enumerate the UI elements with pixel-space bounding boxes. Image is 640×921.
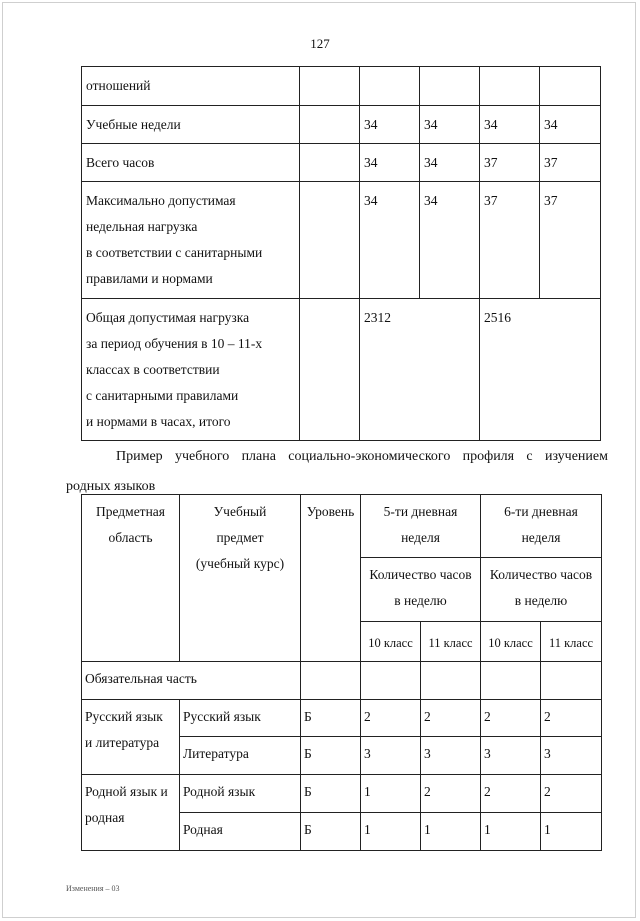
value-cell xyxy=(420,67,480,106)
empty-cell xyxy=(481,662,541,700)
value-cell: 3 xyxy=(541,737,602,775)
section-title: Обязательная часть xyxy=(82,662,301,700)
value-cell: 34 xyxy=(480,106,540,144)
page-number: 127 xyxy=(310,36,330,51)
value-cell: 2 xyxy=(541,700,602,737)
row-label: Всего часов xyxy=(82,144,300,182)
empty-cell xyxy=(300,106,360,144)
value-cell: 3 xyxy=(481,737,541,775)
value-cell: 2 xyxy=(541,775,602,813)
header-row xyxy=(82,495,602,558)
level-cell: Б xyxy=(301,737,361,775)
class-header: 11 класс xyxy=(421,622,481,662)
subject-area-cell: Русский язык и литература xyxy=(82,700,180,775)
row-label: Общая допустимая нагрузка за период обучения в 10 – 11-х классах в соответствии с санитарными правилами и нормами в часах, итого xyxy=(82,299,300,441)
value-cell: 2 xyxy=(481,775,541,813)
subject-cell: Русский язык xyxy=(180,700,301,737)
value-cell: 34 xyxy=(420,144,480,182)
subject-area-cell: Родной язык и родная xyxy=(82,775,180,851)
value-cell: 37 xyxy=(540,182,601,299)
value-cell: 2 xyxy=(421,700,481,737)
summary-table xyxy=(81,66,601,441)
class-header: 10 класс xyxy=(361,622,421,662)
row-label: Максимально допустимая недельная нагрузка в соответствии с санитарными правилами и нормами xyxy=(82,182,300,299)
value-cell: 34 xyxy=(360,144,420,182)
value-cell: 34 xyxy=(360,182,420,299)
footer-note: Изменения – 03 xyxy=(66,884,120,893)
value-cell: 2 xyxy=(361,700,421,737)
level-cell: Б xyxy=(301,700,361,737)
value-cell: 2 xyxy=(421,775,481,813)
value-cell: 2 xyxy=(481,700,541,737)
value-cell: 1 xyxy=(541,813,602,851)
week6-header: 6-ти дневная неделя xyxy=(481,495,602,558)
hours6-header: Количество часов в неделю xyxy=(481,558,602,622)
value-cell: 37 xyxy=(540,144,601,182)
value-cell: 37 xyxy=(480,144,540,182)
total-5day: 2312 xyxy=(360,299,480,441)
value-cell xyxy=(480,67,540,106)
subject-cell: Литература xyxy=(180,737,301,775)
subject-cell: Родная xyxy=(180,813,301,851)
table-row xyxy=(82,144,601,182)
table-row xyxy=(82,67,601,106)
value-cell: 34 xyxy=(420,106,480,144)
table-row xyxy=(82,700,602,737)
empty-cell xyxy=(541,662,602,700)
empty-cell xyxy=(301,662,361,700)
caption-line-1: Пример учебного плана социально-экономического профиля с изучением xyxy=(116,449,608,464)
subject-area-header: Предметная область xyxy=(82,495,180,662)
value-cell: 37 xyxy=(480,182,540,299)
empty-cell xyxy=(300,144,360,182)
subject-cell: Родной язык xyxy=(180,775,301,813)
total-6day: 2516 xyxy=(480,299,601,441)
value-cell xyxy=(360,67,420,106)
week5-header: 5-ти дневная неделя xyxy=(361,495,481,558)
empty-cell xyxy=(361,662,421,700)
table-row xyxy=(82,182,601,299)
caption-line-2: родных языков xyxy=(66,479,156,494)
row-label: Учебные недели xyxy=(82,106,300,144)
value-cell xyxy=(540,67,601,106)
class-header: 10 класс xyxy=(481,622,541,662)
value-cell: 1 xyxy=(481,813,541,851)
value-cell: 3 xyxy=(361,737,421,775)
plan-caption xyxy=(66,444,608,500)
subject-header: Учебный предмет (учебный курс) xyxy=(180,495,301,662)
value-cell: 1 xyxy=(361,775,421,813)
level-header: Уровень xyxy=(301,495,361,662)
value-cell: 34 xyxy=(540,106,601,144)
class-header: 11 класс xyxy=(541,622,602,662)
empty-cell xyxy=(421,662,481,700)
level-cell: Б xyxy=(301,775,361,813)
section-row xyxy=(82,662,602,700)
hours5-header: Количество часов в неделю xyxy=(361,558,481,622)
curriculum-table xyxy=(81,494,602,851)
row-label: отношений xyxy=(82,67,300,106)
value-cell: 3 xyxy=(421,737,481,775)
table-row xyxy=(82,299,601,441)
value-cell: 1 xyxy=(361,813,421,851)
empty-cell xyxy=(300,182,360,299)
table-row xyxy=(82,106,601,144)
value-cell: 1 xyxy=(421,813,481,851)
empty-cell xyxy=(300,299,360,441)
value-cell: 34 xyxy=(360,106,420,144)
table-row xyxy=(82,775,602,813)
level-cell: Б xyxy=(301,813,361,851)
value-cell: 34 xyxy=(420,182,480,299)
empty-cell xyxy=(300,67,360,106)
